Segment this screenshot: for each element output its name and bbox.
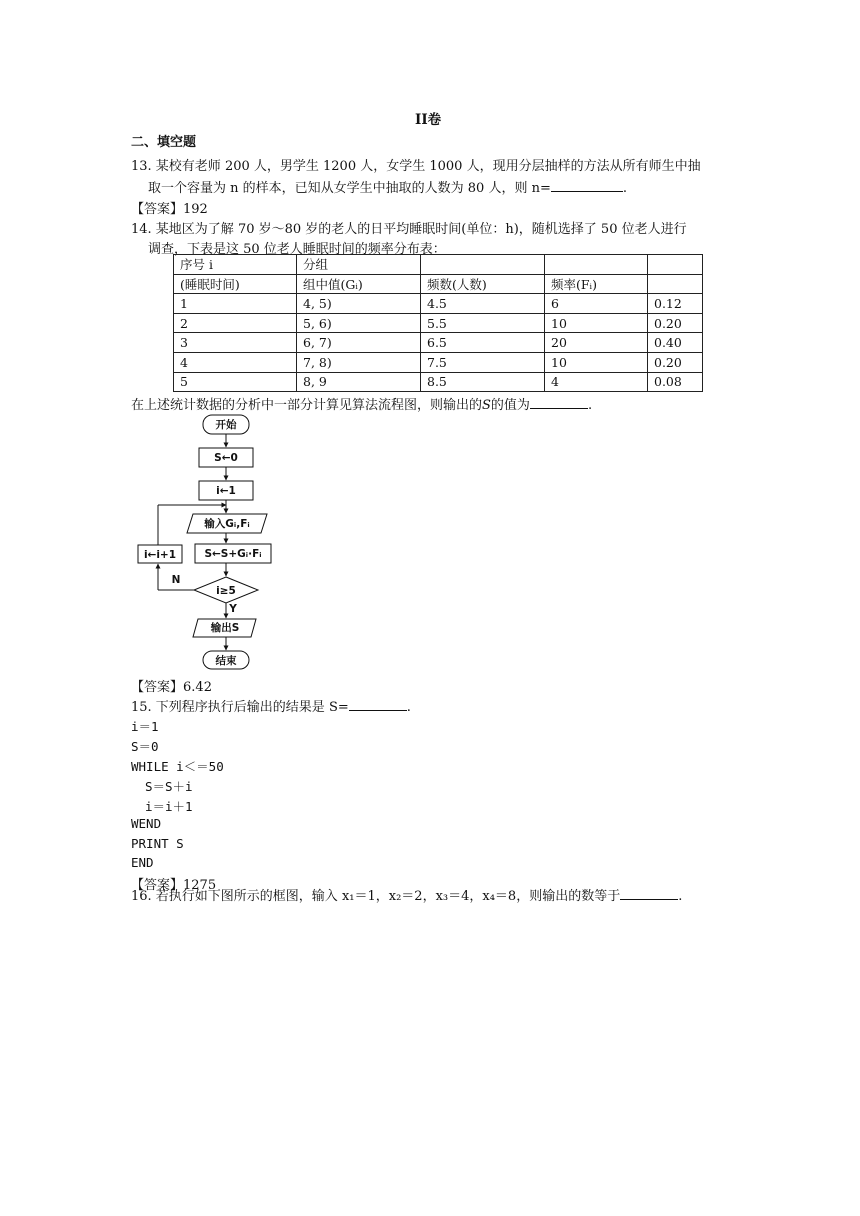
- table-cell: 7.5: [421, 352, 545, 372]
- q13-line1: 13. 某校有老师 200 人，男学生 1200 人，女学生 1000 人，现用分层抽样的方法从所有师生中抽: [131, 159, 701, 174]
- code-line: i＝i＋1: [145, 799, 193, 814]
- q14-answer: [131, 676, 212, 695]
- q13-line2-end: .: [622, 181, 627, 196]
- table-cell: 组中值(Gᵢ): [297, 274, 421, 294]
- table-cell: 4: [545, 372, 648, 392]
- flow-no-label: N: [171, 574, 181, 586]
- table-cell: 4: [174, 352, 297, 372]
- table-cell: (睡眠时间): [174, 274, 297, 294]
- q14-var-s: S: [482, 398, 491, 413]
- q14-after-table-dot: .: [587, 398, 593, 413]
- table-cell: 0.20: [648, 313, 703, 333]
- table-cell: 6: [545, 294, 648, 314]
- table-cell: 0.20: [648, 352, 703, 372]
- flow-end-label: 结束: [215, 655, 237, 667]
- q16-line1-end: .: [678, 889, 683, 904]
- q14-line2: 调查，下表是这 50 位老人睡眠时间的频率分布表：: [148, 242, 446, 257]
- table-cell: 频率(Fᵢ): [545, 274, 648, 294]
- table-cell: 6.5: [421, 333, 545, 353]
- code-line: S＝S＋i: [145, 779, 193, 794]
- code-line: WHILE i＜＝50: [131, 759, 224, 774]
- code-line: END: [131, 855, 154, 870]
- answer-value: 192: [183, 202, 208, 217]
- flow-init-i-label: i←1: [216, 485, 236, 497]
- table-cell: 4, 5): [297, 294, 421, 314]
- code-line: PRINT S: [131, 836, 184, 851]
- table-cell: 6, 7): [297, 333, 421, 353]
- q16-answer-blank: [620, 887, 678, 900]
- q14-line1: 14. 某地区为了解 70 岁～80 岁的老人的日平均睡眠时间(单位：h)，随机选择了 50 位老人进行: [131, 222, 687, 237]
- flow-update-s-label: S←S+Gᵢ·Fᵢ: [204, 548, 262, 560]
- answer-label: 【答案】: [131, 202, 184, 217]
- flow-init-s-label: S←0: [214, 452, 238, 464]
- answer-value: 6.42: [183, 680, 212, 695]
- table-cell: 20: [545, 333, 648, 353]
- table-cell: 1: [174, 294, 297, 314]
- table-cell: 序号 i: [174, 255, 297, 275]
- table-cell: 0.08: [648, 372, 703, 392]
- table-cell: 0.12: [648, 294, 703, 314]
- table-cell: 10: [545, 352, 648, 372]
- table-cell: 10: [545, 313, 648, 333]
- code-line: WEND: [131, 816, 162, 831]
- table-cell: 0.40: [648, 333, 703, 353]
- q13-line2-text: 取一个容量为 n 的样本，已知从女学生中抽取的人数为 80 人，则 n=: [148, 181, 551, 196]
- table-cell: 5: [174, 372, 297, 392]
- flow-start-label: 开始: [215, 419, 237, 431]
- table-cell: 5.5: [421, 313, 545, 333]
- table-cell: 8, 9: [297, 372, 421, 392]
- table-cell: 8.5: [421, 372, 545, 392]
- q14-after-table-text: 在上述统计数据的分析中一部分计算见算法流程图，则输出的: [131, 398, 483, 413]
- q15-answer-blank: [349, 698, 407, 711]
- table-cell: 分组: [297, 255, 421, 275]
- q15-line1-text: 15. 下列程序执行后输出的结果是 S=: [131, 700, 349, 715]
- code-line: i＝1: [131, 719, 159, 734]
- code-line: S＝0: [131, 739, 159, 754]
- flow-input-label: 输入Gᵢ,Fᵢ: [204, 518, 250, 530]
- q15-line1: [131, 696, 411, 715]
- section-title: II卷: [415, 112, 442, 128]
- table-cell: 3: [174, 333, 297, 353]
- q15-line1-end: .: [406, 700, 411, 715]
- flow-increment-label: i←i+1: [143, 549, 177, 561]
- table-cell: 7, 8): [297, 352, 421, 372]
- answer-value: 1275: [183, 878, 217, 893]
- flow-yes-label: Y: [229, 603, 237, 615]
- table-cell: 频数(人数): [421, 274, 545, 294]
- flow-output-label: 输出S: [210, 622, 240, 634]
- q16-line1-text: 16. 若执行如下图所示的框图，输入 x₁＝1，x₂＝2，x₃＝4，x₄＝8，则输出的数等于: [131, 889, 621, 904]
- flow-condition-label: i≥5: [216, 585, 236, 597]
- table-cell: 4.5: [421, 294, 545, 314]
- answer-label: 【答案】: [131, 680, 184, 695]
- answer-label: 【答案】: [131, 878, 184, 893]
- part-heading: 二、填空题: [131, 135, 197, 150]
- table-cell: 2: [174, 313, 297, 333]
- q16-line1: [131, 885, 682, 904]
- table-cell: 5, 6): [297, 313, 421, 333]
- q14-after-table-end: 的值为: [490, 398, 530, 413]
